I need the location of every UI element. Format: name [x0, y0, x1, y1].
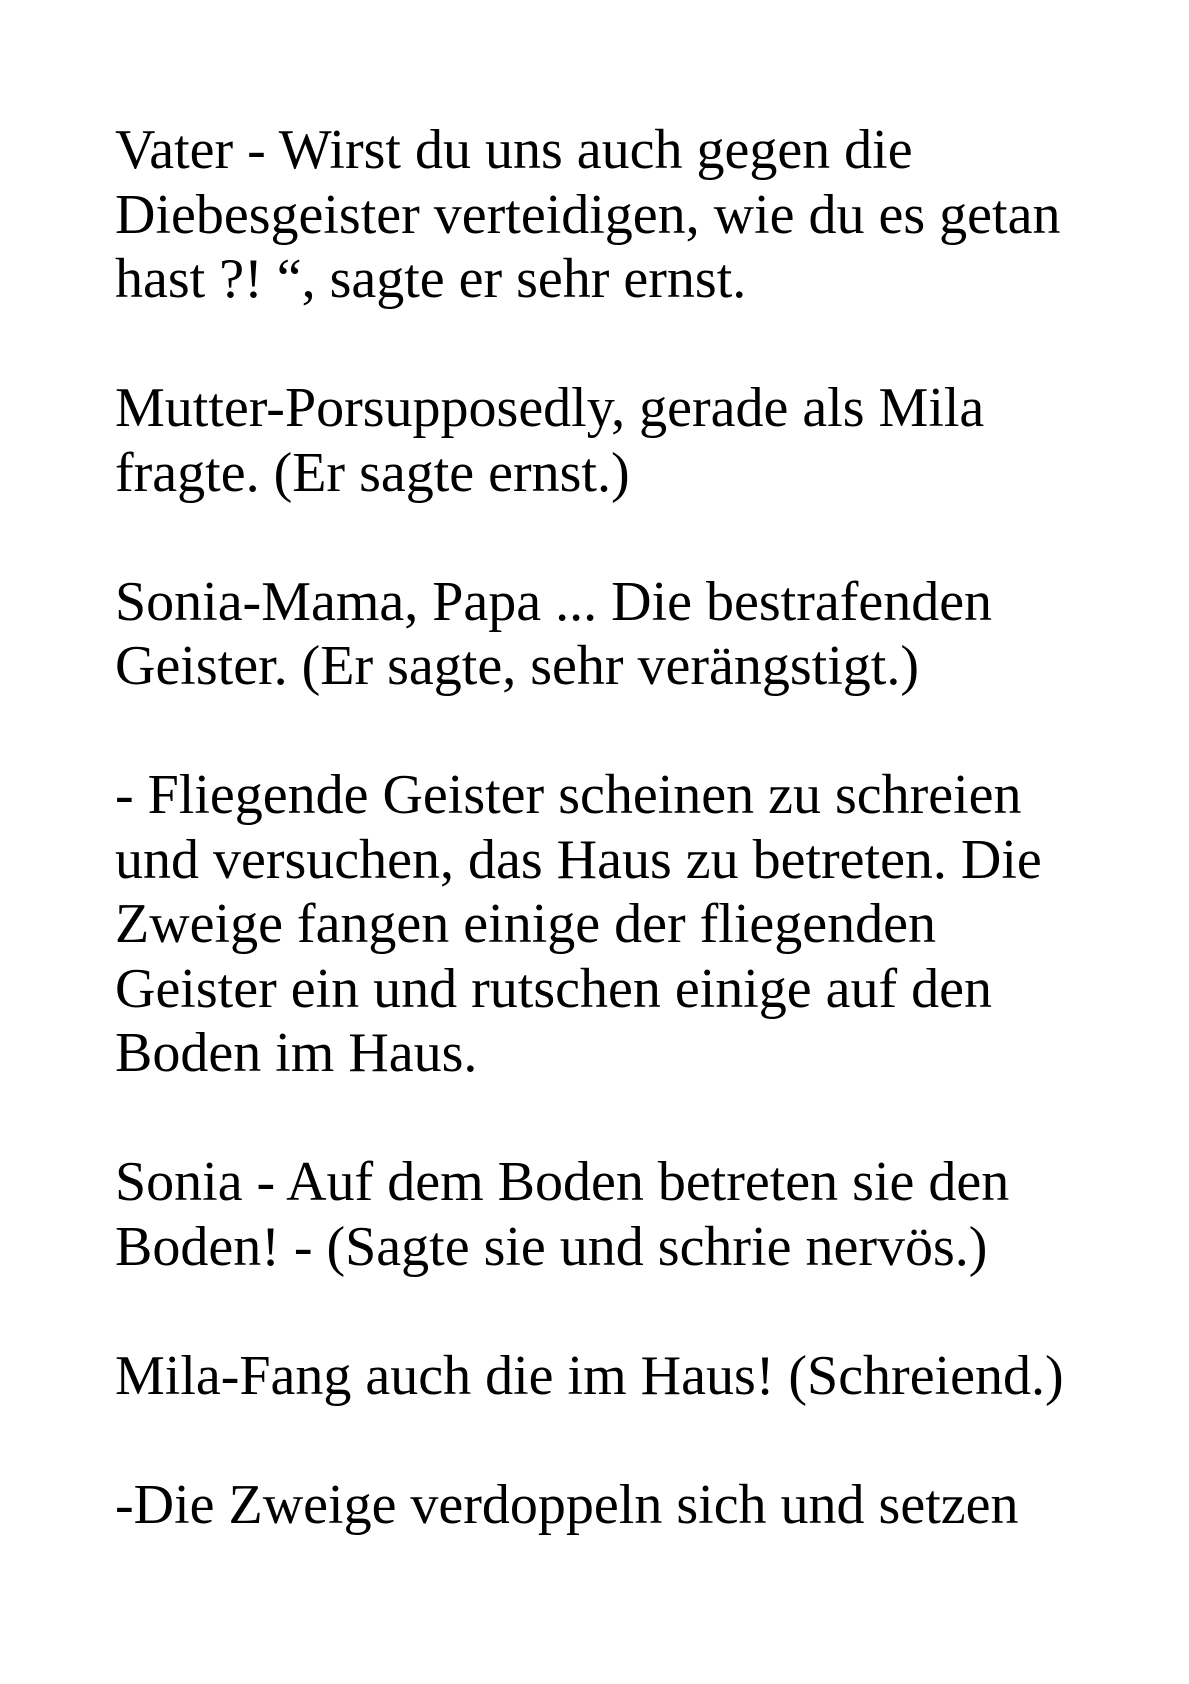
- text-line: Boden im Haus.: [115, 1022, 478, 1084]
- text-line: Geister ein und rutschen einige auf den: [115, 957, 993, 1020]
- text-line: Sonia-Mama, Papa ... Die bestrafenden: [115, 570, 993, 633]
- paragraph-mila: [115, 1344, 1115, 1409]
- document-body: [115, 118, 1115, 1602]
- paragraph-zweige: [115, 1473, 1115, 1538]
- text-line: Vater - Wirst du uns auch gegen die: [115, 119, 913, 181]
- paragraph-sonia-mama: [115, 570, 1115, 699]
- text-line: -Die Zweige verdoppeln sich und setzen: [115, 1473, 1019, 1536]
- text-line: Sonia - Auf dem Boden betreten sie den: [115, 1151, 1010, 1213]
- text-line: Mutter-Porsupposedly, gerade als Mila: [115, 377, 985, 439]
- text-line: Mila-Fang auch die im Haus! (Schreiend.): [115, 1344, 1064, 1407]
- text-line: fragte. (Er sagte ernst.): [115, 441, 630, 504]
- text-line: und versuchen, das Haus zu betreten. Die: [115, 828, 1042, 891]
- text-line: hast ?! “, sagte er sehr ernst.: [115, 248, 747, 310]
- text-line: Diebesgeister verteidigen, wie du es getan: [115, 183, 1061, 246]
- paragraph-mutter: [115, 376, 1115, 505]
- text-line: - Fliegende Geister scheinen zu schreien: [115, 764, 1022, 826]
- text-line: Zweige fangen einige der fliegenden: [115, 893, 936, 955]
- paragraph-fliegende-geister: [115, 763, 1115, 1086]
- paragraph-vater: [115, 118, 1115, 312]
- text-line: Geister. (Er sagte, sehr verängstigt.): [115, 635, 919, 697]
- text-line: Boden! - (Sagte sie und schrie nervös.): [115, 1215, 988, 1278]
- paragraph-sonia-boden: [115, 1150, 1115, 1279]
